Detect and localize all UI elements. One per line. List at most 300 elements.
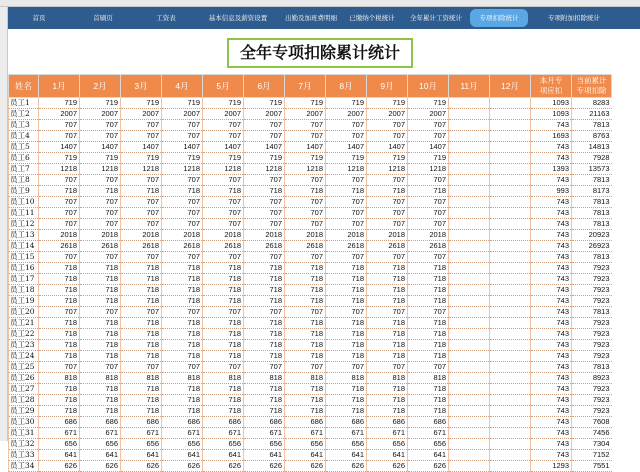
nav-tab-4[interactable]: 基本信息及薪资设置 <box>208 14 268 22</box>
month-cell[interactable] <box>449 241 490 252</box>
month-cell[interactable]: 718 <box>203 263 244 274</box>
month-cell[interactable]: 707 <box>80 131 121 142</box>
month-cell[interactable]: 707 <box>80 307 121 318</box>
month-cell[interactable]: 707 <box>326 252 367 263</box>
current-deduction-cell[interactable]: 743 <box>531 219 572 230</box>
month-cell[interactable]: 707 <box>367 252 408 263</box>
month-cell[interactable]: 707 <box>244 175 285 186</box>
month-cell[interactable]: 718 <box>203 395 244 406</box>
month-cell[interactable]: 2007 <box>162 109 203 120</box>
month-cell[interactable]: 818 <box>203 373 244 384</box>
month-cell[interactable] <box>449 296 490 307</box>
month-cell[interactable]: 707 <box>408 252 449 263</box>
month-cell[interactable]: 718 <box>80 406 121 417</box>
month-cell[interactable]: 718 <box>285 274 326 285</box>
month-cell[interactable]: 707 <box>367 219 408 230</box>
month-cell[interactable] <box>449 142 490 153</box>
month-cell[interactable]: 707 <box>244 362 285 373</box>
month-cell[interactable]: 2007 <box>121 109 162 120</box>
employee-name-cell[interactable]: 员工24 <box>9 351 39 362</box>
month-cell[interactable] <box>490 307 531 318</box>
nav-tab-5[interactable]: 出勤及加班费明细 <box>285 14 337 22</box>
month-cell[interactable]: 718 <box>80 274 121 285</box>
cumulative-deduction-cell[interactable]: 7608 <box>572 417 612 428</box>
month-cell[interactable] <box>449 252 490 263</box>
month-cell[interactable]: 718 <box>162 395 203 406</box>
cumulative-deduction-cell[interactable]: 7923 <box>572 274 612 285</box>
month-cell[interactable]: 818 <box>80 373 121 384</box>
month-cell[interactable]: 641 <box>367 450 408 461</box>
month-cell[interactable]: 626 <box>285 461 326 472</box>
month-cell[interactable]: 1407 <box>285 142 326 153</box>
month-cell[interactable] <box>490 219 531 230</box>
nav-tab-7[interactable]: 全年累计工资统计 <box>410 14 462 22</box>
month-cell[interactable]: 707 <box>244 219 285 230</box>
month-cell[interactable]: 641 <box>80 450 121 461</box>
month-cell[interactable] <box>449 351 490 362</box>
current-deduction-cell[interactable]: 743 <box>531 417 572 428</box>
month-cell[interactable]: 718 <box>203 318 244 329</box>
month-cell[interactable]: 718 <box>408 340 449 351</box>
month-cell[interactable]: 718 <box>326 274 367 285</box>
current-deduction-cell[interactable]: 743 <box>531 395 572 406</box>
month-cell[interactable]: 656 <box>121 439 162 450</box>
month-cell[interactable]: 707 <box>162 208 203 219</box>
month-cell[interactable]: 718 <box>244 285 285 296</box>
month-cell[interactable] <box>449 373 490 384</box>
month-cell[interactable]: 707 <box>367 307 408 318</box>
month-cell[interactable]: 2018 <box>326 230 367 241</box>
month-cell[interactable]: 686 <box>367 417 408 428</box>
current-deduction-cell[interactable]: 993 <box>531 186 572 197</box>
month-cell[interactable]: 707 <box>285 197 326 208</box>
column-header[interactable]: 1月 <box>39 75 80 98</box>
month-cell[interactable]: 718 <box>162 406 203 417</box>
month-cell[interactable]: 1218 <box>121 164 162 175</box>
employee-name-cell[interactable]: 员工16 <box>9 263 39 274</box>
month-cell[interactable]: 718 <box>121 318 162 329</box>
month-cell[interactable] <box>490 197 531 208</box>
month-cell[interactable]: 818 <box>121 373 162 384</box>
employee-name-cell[interactable]: 员工10 <box>9 197 39 208</box>
month-cell[interactable]: 707 <box>285 120 326 131</box>
nav-tab-2[interactable]: 首刷页 <box>93 14 113 22</box>
month-cell[interactable]: 718 <box>244 340 285 351</box>
month-cell[interactable]: 718 <box>244 329 285 340</box>
employee-name-cell[interactable]: 员工2 <box>9 109 39 120</box>
month-cell[interactable] <box>490 208 531 219</box>
column-header[interactable]: 8月 <box>326 75 367 98</box>
month-cell[interactable]: 686 <box>244 417 285 428</box>
month-cell[interactable]: 718 <box>326 296 367 307</box>
month-cell[interactable]: 2007 <box>39 109 80 120</box>
current-deduction-cell[interactable]: 1293 <box>531 461 572 472</box>
month-cell[interactable]: 718 <box>203 274 244 285</box>
month-cell[interactable] <box>490 153 531 164</box>
month-cell[interactable]: 719 <box>408 153 449 164</box>
month-cell[interactable]: 707 <box>39 175 80 186</box>
month-cell[interactable] <box>449 329 490 340</box>
month-cell[interactable]: 718 <box>367 395 408 406</box>
month-cell[interactable]: 719 <box>39 98 80 109</box>
month-cell[interactable]: 707 <box>162 252 203 263</box>
month-cell[interactable]: 707 <box>285 175 326 186</box>
month-cell[interactable]: 641 <box>39 450 80 461</box>
current-deduction-cell[interactable]: 743 <box>531 307 572 318</box>
month-cell[interactable]: 718 <box>203 384 244 395</box>
month-cell[interactable]: 718 <box>162 296 203 307</box>
cumulative-deduction-cell[interactable]: 7923 <box>572 329 612 340</box>
month-cell[interactable]: 656 <box>285 439 326 450</box>
employee-name-cell[interactable]: 员工18 <box>9 285 39 296</box>
month-cell[interactable]: 707 <box>285 362 326 373</box>
cumulative-deduction-cell[interactable]: 7813 <box>572 362 612 373</box>
column-header[interactable]: 12月 <box>490 75 531 98</box>
month-cell[interactable]: 2618 <box>121 241 162 252</box>
month-cell[interactable]: 707 <box>121 208 162 219</box>
month-cell[interactable]: 707 <box>244 252 285 263</box>
month-cell[interactable] <box>490 285 531 296</box>
month-cell[interactable]: 718 <box>39 384 80 395</box>
month-cell[interactable]: 707 <box>162 197 203 208</box>
month-cell[interactable]: 818 <box>39 373 80 384</box>
month-cell[interactable] <box>490 340 531 351</box>
month-cell[interactable] <box>490 296 531 307</box>
month-cell[interactable]: 641 <box>162 450 203 461</box>
month-cell[interactable] <box>490 417 531 428</box>
current-deduction-cell[interactable]: 1393 <box>531 164 572 175</box>
month-cell[interactable]: 707 <box>121 252 162 263</box>
month-cell[interactable]: 641 <box>203 450 244 461</box>
employee-name-cell[interactable]: 员工12 <box>9 219 39 230</box>
month-cell[interactable]: 656 <box>367 439 408 450</box>
month-cell[interactable]: 718 <box>326 406 367 417</box>
month-cell[interactable] <box>449 208 490 219</box>
month-cell[interactable]: 2007 <box>326 109 367 120</box>
current-deduction-cell[interactable]: 743 <box>531 175 572 186</box>
month-cell[interactable]: 719 <box>244 153 285 164</box>
month-cell[interactable]: 707 <box>326 175 367 186</box>
month-cell[interactable]: 626 <box>367 461 408 472</box>
current-deduction-cell[interactable]: 743 <box>531 351 572 362</box>
month-cell[interactable]: 719 <box>285 98 326 109</box>
month-cell[interactable] <box>449 263 490 274</box>
column-header[interactable]: 本月专 项应扣 <box>531 75 572 98</box>
employee-name-cell[interactable]: 员工17 <box>9 274 39 285</box>
employee-name-cell[interactable]: 员工13 <box>9 230 39 241</box>
month-cell[interactable]: 707 <box>162 175 203 186</box>
month-cell[interactable]: 1218 <box>326 164 367 175</box>
month-cell[interactable]: 718 <box>367 406 408 417</box>
employee-name-cell[interactable]: 员工25 <box>9 362 39 373</box>
month-cell[interactable] <box>490 230 531 241</box>
month-cell[interactable]: 719 <box>244 98 285 109</box>
month-cell[interactable]: 719 <box>326 153 367 164</box>
cumulative-deduction-cell[interactable]: 7813 <box>572 252 612 263</box>
month-cell[interactable]: 707 <box>39 131 80 142</box>
month-cell[interactable]: 719 <box>408 98 449 109</box>
month-cell[interactable]: 707 <box>80 197 121 208</box>
month-cell[interactable]: 719 <box>285 153 326 164</box>
month-cell[interactable]: 707 <box>203 175 244 186</box>
month-cell[interactable]: 707 <box>408 120 449 131</box>
month-cell[interactable]: 718 <box>285 340 326 351</box>
month-cell[interactable]: 707 <box>39 252 80 263</box>
month-cell[interactable]: 718 <box>367 296 408 307</box>
cumulative-deduction-cell[interactable]: 7923 <box>572 263 612 274</box>
month-cell[interactable]: 707 <box>121 131 162 142</box>
month-cell[interactable]: 718 <box>285 329 326 340</box>
month-cell[interactable] <box>449 186 490 197</box>
column-header[interactable]: 2月 <box>80 75 121 98</box>
month-cell[interactable]: 1407 <box>121 142 162 153</box>
month-cell[interactable]: 718 <box>39 263 80 274</box>
month-cell[interactable]: 718 <box>408 186 449 197</box>
month-cell[interactable]: 718 <box>408 318 449 329</box>
cumulative-deduction-cell[interactable]: 20923 <box>572 230 612 241</box>
month-cell[interactable] <box>449 395 490 406</box>
month-cell[interactable]: 626 <box>408 461 449 472</box>
month-cell[interactable] <box>449 131 490 142</box>
month-cell[interactable]: 656 <box>326 439 367 450</box>
month-cell[interactable]: 656 <box>203 439 244 450</box>
month-cell[interactable]: 719 <box>203 153 244 164</box>
month-cell[interactable]: 707 <box>408 175 449 186</box>
nav-tab-9[interactable]: 专项附加扣除统计 <box>548 14 600 22</box>
month-cell[interactable]: 1218 <box>203 164 244 175</box>
employee-name-cell[interactable]: 员工32 <box>9 439 39 450</box>
month-cell[interactable] <box>490 109 531 120</box>
month-cell[interactable]: 718 <box>326 395 367 406</box>
month-cell[interactable]: 718 <box>39 296 80 307</box>
month-cell[interactable] <box>490 329 531 340</box>
month-cell[interactable]: 818 <box>326 373 367 384</box>
month-cell[interactable]: 707 <box>80 252 121 263</box>
month-cell[interactable]: 718 <box>367 329 408 340</box>
month-cell[interactable]: 686 <box>408 417 449 428</box>
month-cell[interactable]: 718 <box>80 329 121 340</box>
month-cell[interactable] <box>449 461 490 472</box>
cumulative-deduction-cell[interactable]: 7813 <box>572 197 612 208</box>
month-cell[interactable]: 626 <box>244 461 285 472</box>
month-cell[interactable] <box>490 384 531 395</box>
month-cell[interactable]: 718 <box>39 274 80 285</box>
month-cell[interactable]: 718 <box>39 351 80 362</box>
month-cell[interactable]: 718 <box>203 351 244 362</box>
month-cell[interactable]: 707 <box>326 120 367 131</box>
employee-name-cell[interactable]: 员工5 <box>9 142 39 153</box>
employee-name-cell[interactable]: 员工6 <box>9 153 39 164</box>
employee-name-cell[interactable]: 员工4 <box>9 131 39 142</box>
month-cell[interactable]: 718 <box>203 296 244 307</box>
month-cell[interactable]: 718 <box>121 274 162 285</box>
nav-tab-3[interactable]: 工资表 <box>156 14 176 22</box>
month-cell[interactable]: 718 <box>39 186 80 197</box>
month-cell[interactable]: 707 <box>162 362 203 373</box>
month-cell[interactable]: 718 <box>162 329 203 340</box>
cumulative-deduction-cell[interactable]: 7152 <box>572 450 612 461</box>
month-cell[interactable] <box>490 373 531 384</box>
month-cell[interactable]: 718 <box>285 351 326 362</box>
month-cell[interactable]: 718 <box>408 406 449 417</box>
month-cell[interactable]: 718 <box>162 340 203 351</box>
month-cell[interactable]: 656 <box>162 439 203 450</box>
current-deduction-cell[interactable]: 743 <box>531 153 572 164</box>
month-cell[interactable]: 718 <box>80 340 121 351</box>
cumulative-deduction-cell[interactable]: 7923 <box>572 406 612 417</box>
month-cell[interactable]: 718 <box>121 285 162 296</box>
month-cell[interactable] <box>490 120 531 131</box>
month-cell[interactable]: 641 <box>408 450 449 461</box>
employee-name-cell[interactable]: 员工20 <box>9 307 39 318</box>
month-cell[interactable]: 707 <box>80 219 121 230</box>
month-cell[interactable]: 718 <box>121 384 162 395</box>
month-cell[interactable]: 718 <box>408 395 449 406</box>
cumulative-deduction-cell[interactable]: 7304 <box>572 439 612 450</box>
employee-name-cell[interactable]: 员工30 <box>9 417 39 428</box>
month-cell[interactable]: 686 <box>162 417 203 428</box>
month-cell[interactable]: 719 <box>80 153 121 164</box>
month-cell[interactable]: 2018 <box>80 230 121 241</box>
month-cell[interactable]: 1407 <box>408 142 449 153</box>
employee-name-cell[interactable]: 员工29 <box>9 406 39 417</box>
month-cell[interactable]: 718 <box>80 186 121 197</box>
current-deduction-cell[interactable]: 1093 <box>531 109 572 120</box>
cumulative-deduction-cell[interactable]: 7551 <box>572 461 612 472</box>
month-cell[interactable] <box>490 131 531 142</box>
month-cell[interactable] <box>490 395 531 406</box>
month-cell[interactable]: 718 <box>121 186 162 197</box>
current-deduction-cell[interactable]: 743 <box>531 318 572 329</box>
month-cell[interactable]: 719 <box>367 98 408 109</box>
month-cell[interactable]: 707 <box>121 307 162 318</box>
month-cell[interactable]: 2007 <box>367 109 408 120</box>
month-cell[interactable]: 707 <box>203 307 244 318</box>
month-cell[interactable]: 2007 <box>80 109 121 120</box>
month-cell[interactable]: 2018 <box>162 230 203 241</box>
month-cell[interactable]: 707 <box>326 362 367 373</box>
column-header[interactable]: 11月 <box>449 75 490 98</box>
month-cell[interactable]: 686 <box>326 417 367 428</box>
month-cell[interactable]: 2618 <box>285 241 326 252</box>
month-cell[interactable]: 2018 <box>121 230 162 241</box>
month-cell[interactable]: 626 <box>80 461 121 472</box>
month-cell[interactable]: 718 <box>367 318 408 329</box>
month-cell[interactable] <box>449 307 490 318</box>
cumulative-deduction-cell[interactable]: 7813 <box>572 208 612 219</box>
month-cell[interactable]: 718 <box>203 285 244 296</box>
month-cell[interactable]: 818 <box>285 373 326 384</box>
employee-name-cell[interactable]: 员工31 <box>9 428 39 439</box>
cumulative-deduction-cell[interactable]: 7813 <box>572 307 612 318</box>
month-cell[interactable]: 1407 <box>162 142 203 153</box>
employee-name-cell[interactable]: 员工3 <box>9 120 39 131</box>
month-cell[interactable]: 707 <box>39 307 80 318</box>
month-cell[interactable]: 707 <box>244 208 285 219</box>
month-cell[interactable]: 718 <box>39 318 80 329</box>
current-deduction-cell[interactable]: 743 <box>531 241 572 252</box>
month-cell[interactable]: 818 <box>162 373 203 384</box>
month-cell[interactable] <box>449 450 490 461</box>
month-cell[interactable]: 718 <box>408 296 449 307</box>
month-cell[interactable]: 1218 <box>244 164 285 175</box>
month-cell[interactable]: 718 <box>326 186 367 197</box>
month-cell[interactable]: 707 <box>408 307 449 318</box>
current-deduction-cell[interactable]: 743 <box>531 120 572 131</box>
month-cell[interactable]: 718 <box>326 340 367 351</box>
employee-name-cell[interactable]: 员工11 <box>9 208 39 219</box>
current-deduction-cell[interactable]: 743 <box>531 362 572 373</box>
month-cell[interactable]: 718 <box>367 274 408 285</box>
month-cell[interactable] <box>490 252 531 263</box>
month-cell[interactable] <box>449 439 490 450</box>
month-cell[interactable] <box>449 230 490 241</box>
month-cell[interactable]: 707 <box>121 175 162 186</box>
month-cell[interactable]: 707 <box>121 120 162 131</box>
month-cell[interactable]: 818 <box>244 373 285 384</box>
month-cell[interactable]: 707 <box>39 208 80 219</box>
month-cell[interactable]: 718 <box>162 318 203 329</box>
month-cell[interactable]: 718 <box>244 296 285 307</box>
month-cell[interactable]: 1407 <box>203 142 244 153</box>
cumulative-deduction-cell[interactable]: 8923 <box>572 373 612 384</box>
month-cell[interactable]: 2018 <box>203 230 244 241</box>
month-cell[interactable]: 718 <box>80 285 121 296</box>
cumulative-deduction-cell[interactable]: 7813 <box>572 120 612 131</box>
month-cell[interactable]: 707 <box>39 120 80 131</box>
current-deduction-cell[interactable]: 743 <box>531 340 572 351</box>
month-cell[interactable]: 718 <box>80 384 121 395</box>
cumulative-deduction-cell[interactable]: 13573 <box>572 164 612 175</box>
month-cell[interactable]: 1407 <box>367 142 408 153</box>
month-cell[interactable]: 718 <box>244 395 285 406</box>
employee-name-cell[interactable]: 员工33 <box>9 450 39 461</box>
month-cell[interactable]: 1218 <box>162 164 203 175</box>
month-cell[interactable]: 707 <box>203 219 244 230</box>
employee-name-cell[interactable]: 员工1 <box>9 98 39 109</box>
employee-name-cell[interactable]: 员工15 <box>9 252 39 263</box>
month-cell[interactable]: 718 <box>162 384 203 395</box>
month-cell[interactable]: 707 <box>408 362 449 373</box>
month-cell[interactable]: 2618 <box>162 241 203 252</box>
month-cell[interactable] <box>490 98 531 109</box>
current-deduction-cell[interactable]: 743 <box>531 197 572 208</box>
month-cell[interactable]: 2007 <box>408 109 449 120</box>
month-cell[interactable]: 2618 <box>408 241 449 252</box>
month-cell[interactable]: 718 <box>162 285 203 296</box>
month-cell[interactable]: 718 <box>285 285 326 296</box>
nav-tab-8[interactable]: 专项扣除统计 <box>470 9 528 27</box>
month-cell[interactable]: 818 <box>408 373 449 384</box>
month-cell[interactable]: 718 <box>326 263 367 274</box>
month-cell[interactable]: 718 <box>162 186 203 197</box>
month-cell[interactable]: 707 <box>80 175 121 186</box>
nav-tab-6[interactable]: 已缴纳个税统计 <box>349 14 395 22</box>
month-cell[interactable]: 707 <box>39 362 80 373</box>
employee-name-cell[interactable]: 员工26 <box>9 373 39 384</box>
month-cell[interactable] <box>449 340 490 351</box>
month-cell[interactable]: 718 <box>121 351 162 362</box>
month-cell[interactable]: 671 <box>80 428 121 439</box>
month-cell[interactable]: 707 <box>203 131 244 142</box>
current-deduction-cell[interactable]: 743 <box>531 263 572 274</box>
month-cell[interactable]: 707 <box>162 120 203 131</box>
month-cell[interactable] <box>449 219 490 230</box>
employee-name-cell[interactable]: 员工9 <box>9 186 39 197</box>
month-cell[interactable]: 641 <box>244 450 285 461</box>
month-cell[interactable]: 656 <box>244 439 285 450</box>
month-cell[interactable]: 718 <box>80 318 121 329</box>
